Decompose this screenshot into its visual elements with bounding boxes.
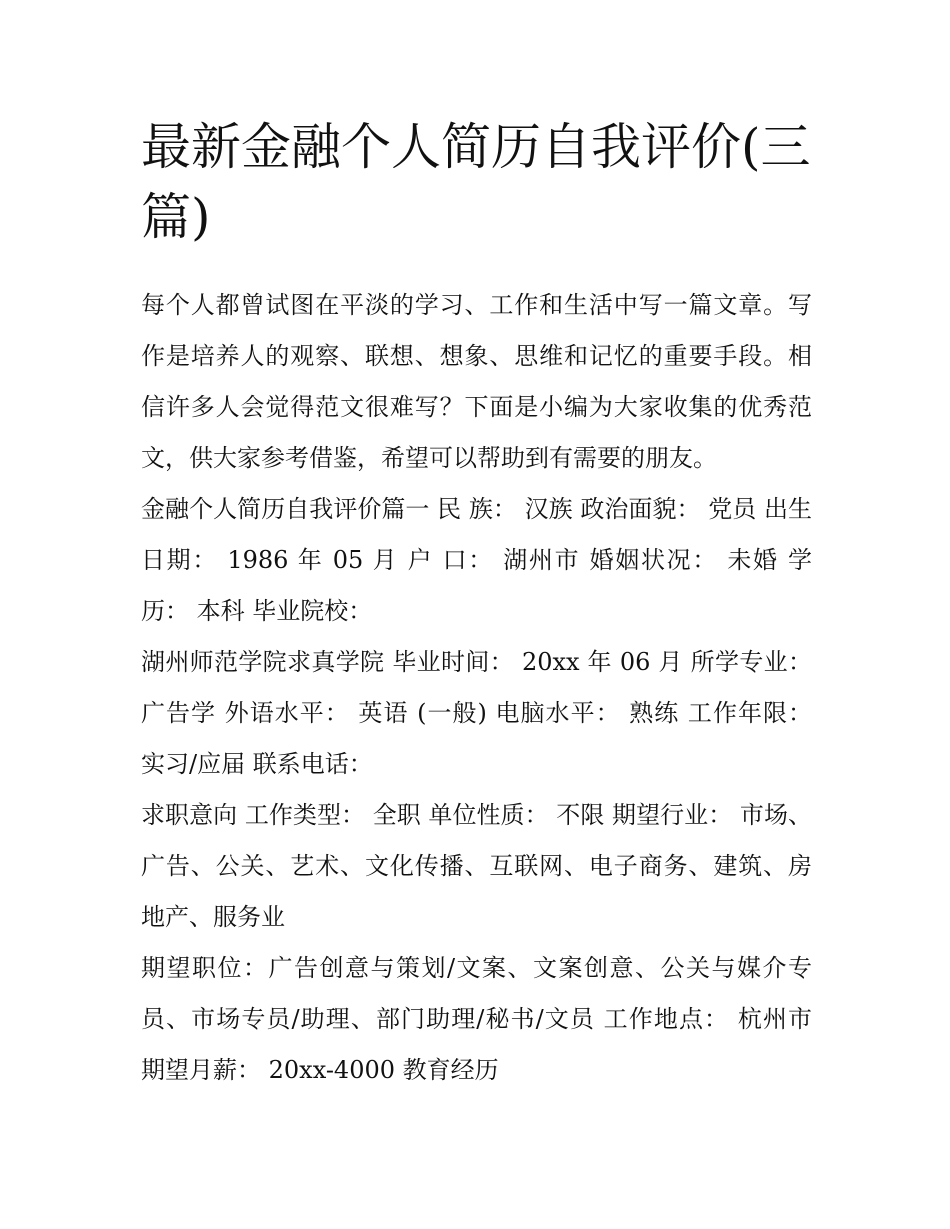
education-info-paragraph: 湖州师范学院求真学院 毕业时间： 20xx 年 06 月 所学专业： 广告学 外语水平： 英语 (一般) 电脑水平： 熟练 工作年限： 实习/应届 联系电话： [141, 648, 812, 778]
document-body [141, 280, 812, 1096]
job-intention-paragraph: 求职意向 工作类型： 全职 单位性质： 不限 期望行业： 市场、广告、公关、艺术、文化传播、互联网、电子商务、建筑、房地产、服务业 [141, 801, 812, 931]
document-title: 最新金融个人简历自我评价(三篇) [141, 118, 811, 246]
personal-info-paragraph: 金融个人简历自我评价篇一 民 族： 汉族 政治面貌： 党员 出生日期： 1986 年 05 月 户 口： 湖州市 婚姻状况： 未婚 学历： 本科 毕业院校： [141, 495, 812, 625]
intro-paragraph: 每个人都曾试图在平淡的学习、工作和生活中写一篇文章。写作是培养人的观察、联想、想象、思维和记忆的重要手段。相信许多人会觉得范文很难写？下面是小编为大家收集的优秀范文，供大家参考借鉴，希望可以帮助到有需要的朋友。 [141, 291, 812, 472]
expected-position-paragraph: 期望职位：广告创意与策划/文案、文案创意、公关与媒介专员、市场专员/助理、部门助理/秘书/文员 工作地点： 杭州市 期望月薪： 20xx-4000 教育经历 [141, 954, 812, 1084]
